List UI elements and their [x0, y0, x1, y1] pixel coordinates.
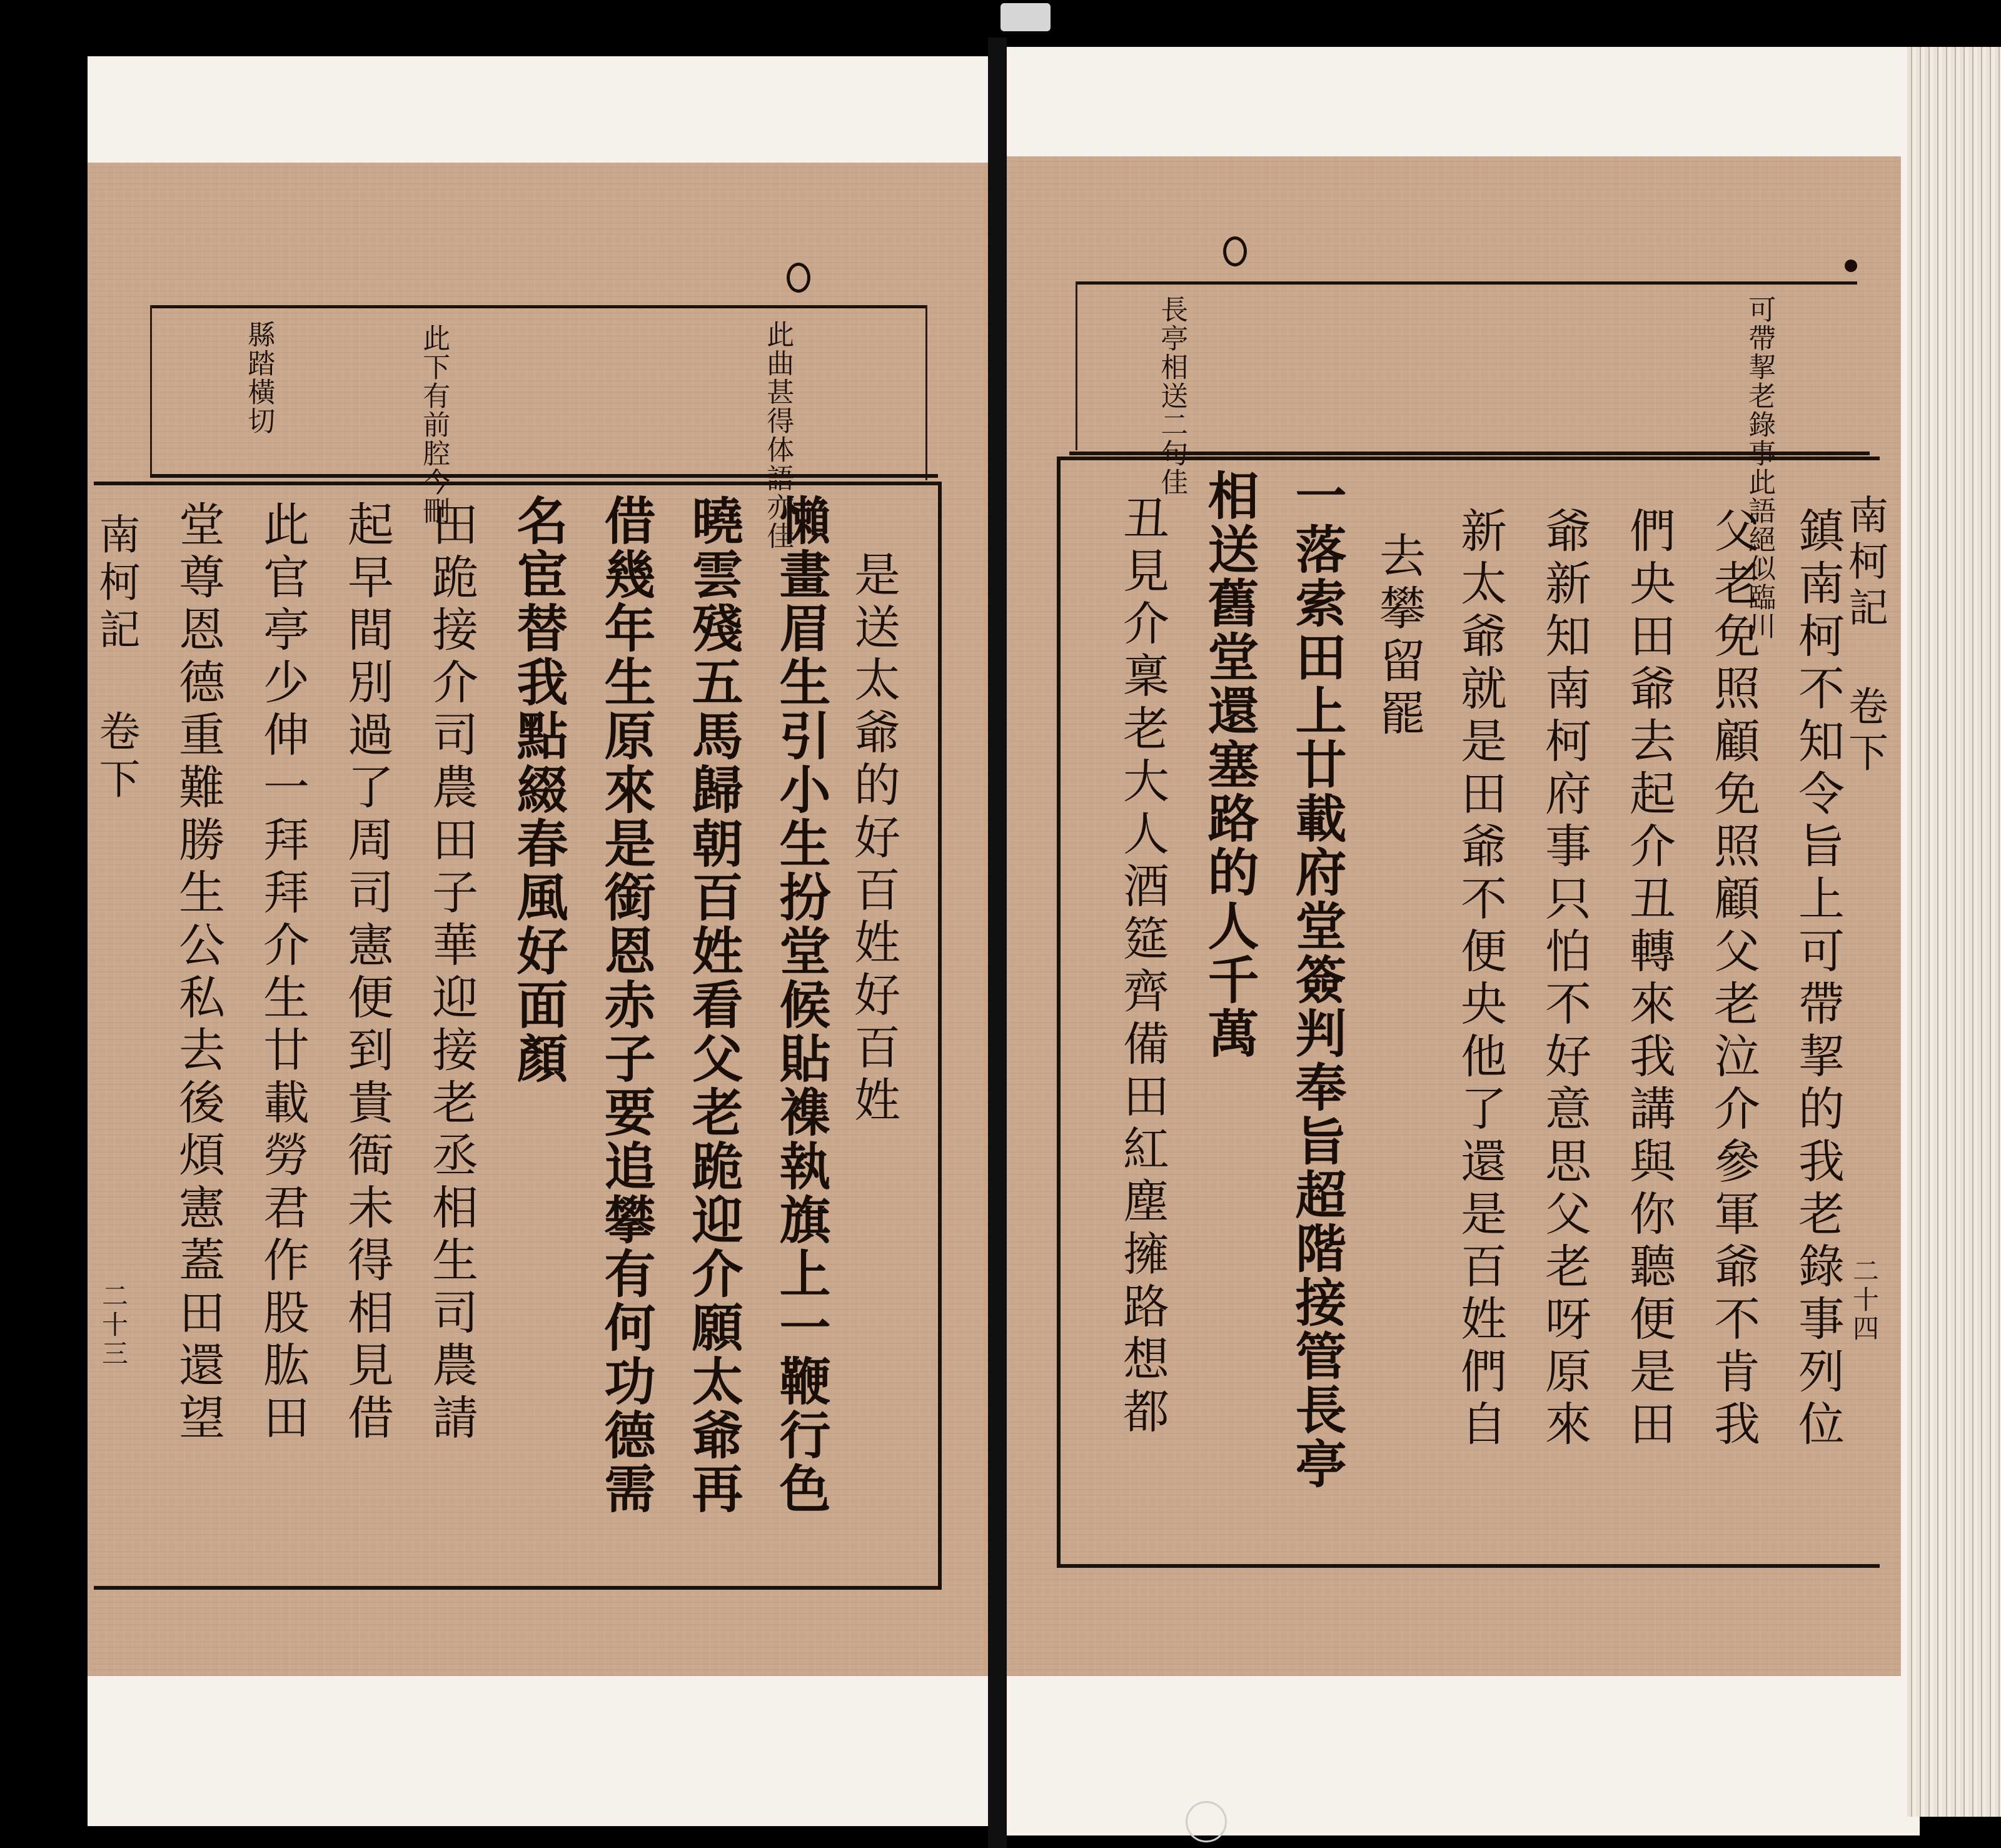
text-column-3: 曉雲殘五馬歸朝百姓看父老跪迎介願太爺再 — [683, 494, 743, 1516]
right-page — [1007, 156, 1901, 1676]
margin-note-1: 可帶挈老錄事此語絕似臨川 — [1743, 295, 1776, 640]
dot-mark — [1845, 260, 1857, 272]
book-spine-gutter — [988, 38, 1007, 1848]
library-seal-icon — [1186, 1801, 1227, 1842]
margin-note-1: 此曲甚得体語亦佳 — [762, 320, 794, 550]
text-column-4: 爺新知南柯府事只怕不好意思父老呀原來 — [1538, 507, 1591, 1452]
left-page — [88, 163, 988, 1676]
text-column-6: 去攀留罷 — [1372, 532, 1426, 742]
circle-mark — [787, 263, 810, 293]
folio-number: 二十四 — [1849, 1257, 1880, 1343]
text-column-1: 鎮南柯不知令旨上可帶挈的我老錄事列位 — [1791, 507, 1845, 1452]
text-column-5: 新太爺就是田爺不便央他了還是百姓們自 — [1453, 507, 1507, 1452]
spine-top — [1001, 3, 1051, 31]
text-column-3: 們央田爺去起介丑轉來我講與你聽便是田 — [1622, 507, 1676, 1452]
page-edge-stack — [1907, 47, 2001, 1817]
margin-note-2: 此下有前腔今刪 — [418, 324, 450, 525]
text-column-9: 堂尊恩德重難勝生公私去後煩憲蓋田還望 — [171, 500, 225, 1446]
edge-label: 南柯記 卷下 — [92, 513, 140, 805]
text-column-5: 名宦替我點綴春風好面顏 — [508, 494, 568, 1086]
text-column-2: 父老免照顧免照顧父老泣介參軍爺不肯我 — [1706, 507, 1760, 1452]
text-column-6: 田跪接介司農田子華迎接老丞相生司農請 — [425, 500, 478, 1446]
text-column-9: 丑見介稟老大人酒筵齊備田紅塵擁路想都 — [1116, 494, 1169, 1440]
margin-note-2: 長亭相送二句佳 — [1156, 295, 1188, 497]
text-column-7: 一落索田上廿載府堂簽判奉旨超階接管長亭 — [1287, 469, 1347, 1491]
circle-mark — [1223, 236, 1247, 266]
folio-number: 二十三 — [98, 1282, 129, 1368]
text-column-4: 借幾年生原來是銜恩赤子要追攀有何功德需 — [596, 494, 656, 1516]
text-column-8: 此官亭少伸一拜拜介生廿載勞君作股肱田 — [256, 500, 310, 1446]
text-column-1: 是送太爺的好百姓好百姓 — [847, 550, 900, 1128]
text-column-7: 起早間別過了周司憲便到貴衙未得相見借 — [340, 500, 394, 1446]
edge-label: 南柯記 卷下 — [1842, 494, 1888, 778]
margin-note-3: 縣踏橫切 — [243, 320, 275, 435]
text-column-8: 相送舊堂還塞路的人千萬 — [1199, 469, 1259, 1061]
text-column-2: 懶畫眉生引小生扮堂候貼襍執旗上一鞭行色 — [771, 494, 831, 1516]
